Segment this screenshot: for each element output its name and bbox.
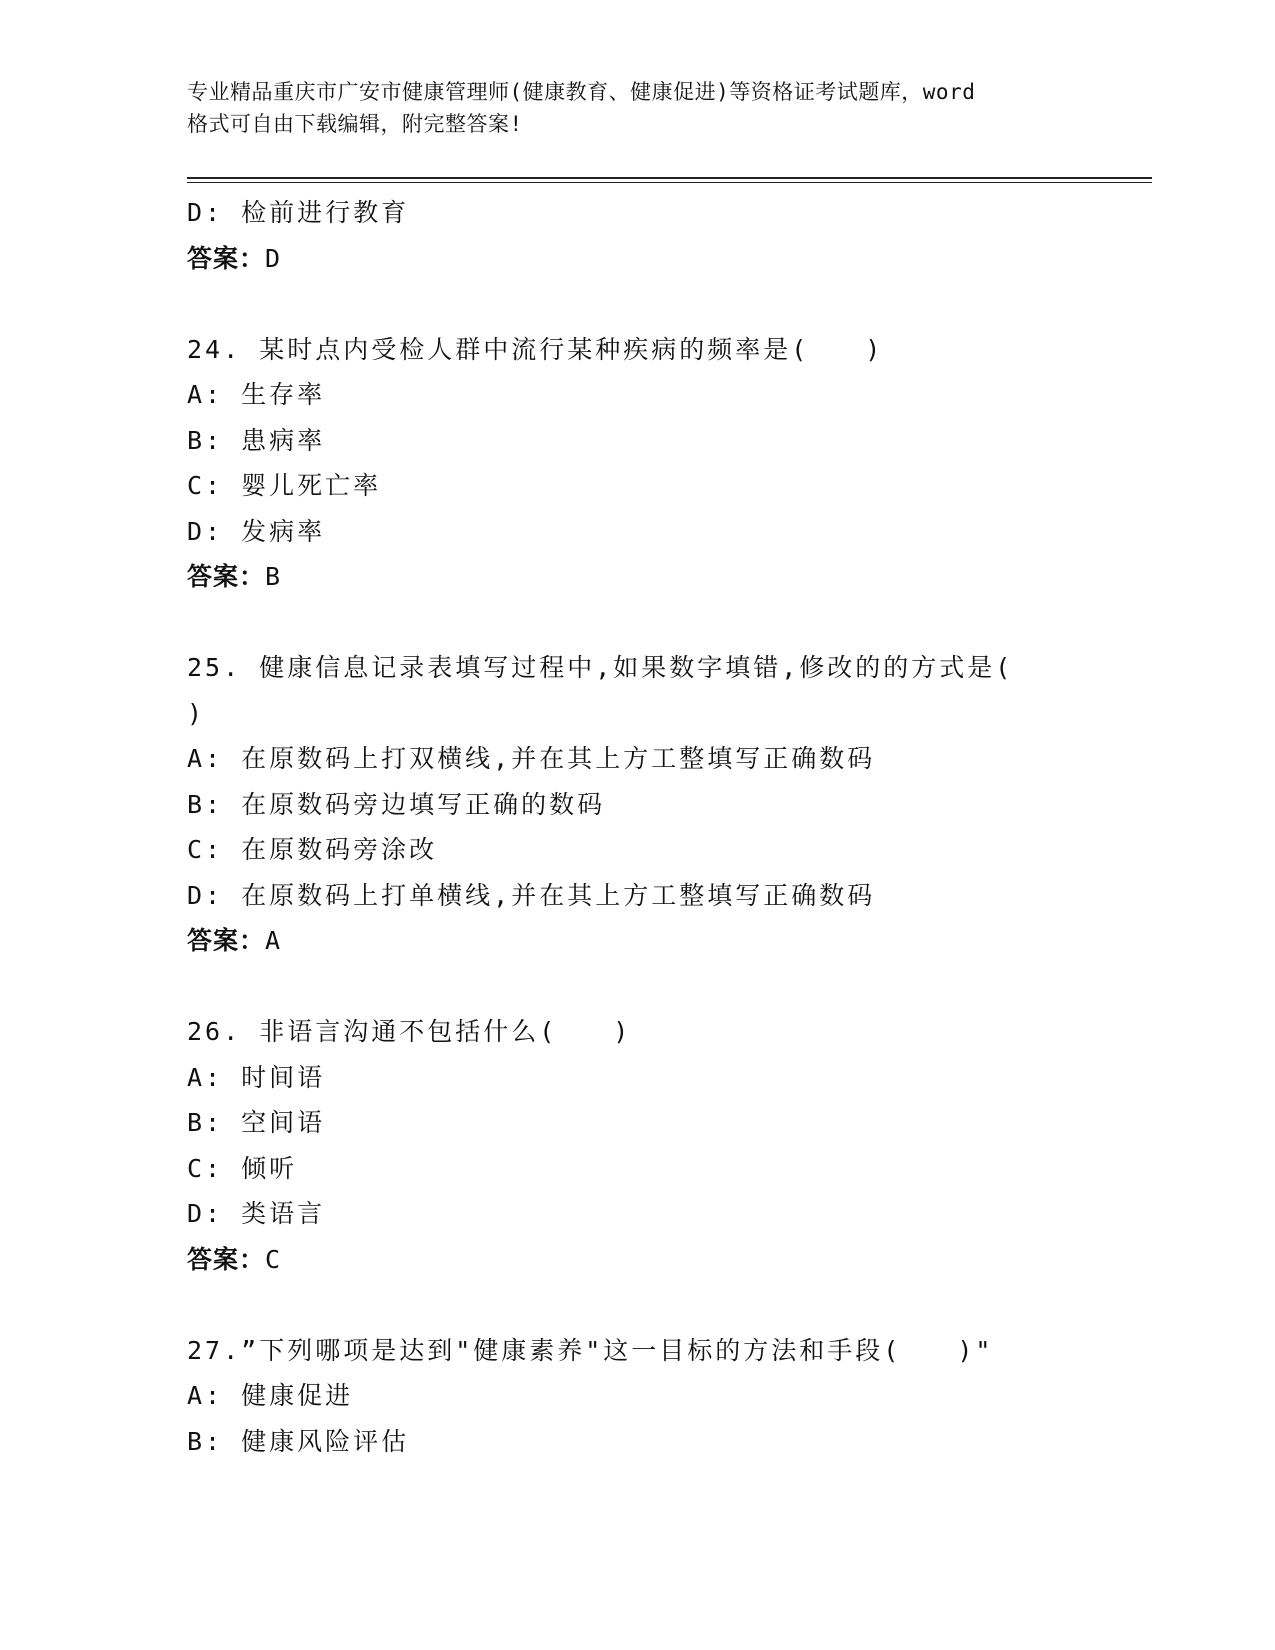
option-d: D: 发病率 (187, 516, 326, 546)
question-stem: 27.”下列哪项是达到"健康素养"这一目标的方法和手段( )" (187, 1335, 994, 1365)
document-header (187, 76, 1087, 140)
answer-label: 答案： (187, 1244, 266, 1274)
answer (187, 554, 1087, 600)
answer-label: 答案： (187, 562, 266, 591)
answer (187, 918, 1087, 964)
question-stem: 24. 某时点内受检人群中流行某种疾病的频率是( ) (187, 334, 884, 364)
answer-value: A (265, 926, 282, 955)
option-c: C: 倾听 (187, 1153, 298, 1183)
header-line-2: 格式可自由下载编辑，附完整答案! (187, 112, 523, 136)
option-b: B: 健康风险评估 (187, 1426, 410, 1456)
question-list (187, 190, 1087, 1464)
answer-label: 答案： (187, 926, 266, 955)
question-stem: 25. 健康信息记录表填写过程中,如果数字填错,修改的的方式是( (187, 653, 1014, 682)
answer-value: C (265, 1244, 282, 1274)
prev-option-d: D: 检前进行教育 (187, 198, 410, 227)
spacer (187, 281, 1087, 327)
header-rule-thick (187, 177, 1152, 179)
spacer (187, 600, 1087, 646)
prev-answer (187, 236, 1087, 282)
answer-value: D (265, 243, 282, 273)
option-a: A: 健康促进 (187, 1381, 354, 1410)
option-c: C: 在原数码旁涂改 (187, 835, 438, 864)
question-stem-continued: ) (187, 698, 206, 728)
option-a: A: 生存率 (187, 380, 326, 409)
spacer (187, 1282, 1087, 1328)
spacer (187, 964, 1087, 1010)
header-rule-thin (187, 182, 1152, 183)
option-b: B: 空间语 (187, 1108, 326, 1137)
answer (187, 1237, 1087, 1283)
answer-label: 答案： (187, 243, 266, 273)
question-stem: 26. 非语言沟通不包括什么( ) (187, 1017, 632, 1046)
option-d: D: 类语言 (187, 1199, 326, 1228)
option-b: B: 患病率 (187, 425, 326, 455)
option-b: B: 在原数码旁边填写正确的数码 (187, 789, 606, 819)
option-a: A: 在原数码上打双横线,并在其上方工整填写正确数码 (187, 744, 876, 773)
answer-value: B (265, 562, 282, 591)
option-d: D: 在原数码上打单横线,并在其上方工整填写正确数码 (187, 880, 876, 910)
header-line-1: 专业精品重庆市广安市健康管理师(健康教育、健康促进)等资格证考试题库，word (187, 80, 976, 104)
option-c: C: 婴儿死亡率 (187, 471, 382, 500)
option-a: A: 时间语 (187, 1062, 326, 1092)
